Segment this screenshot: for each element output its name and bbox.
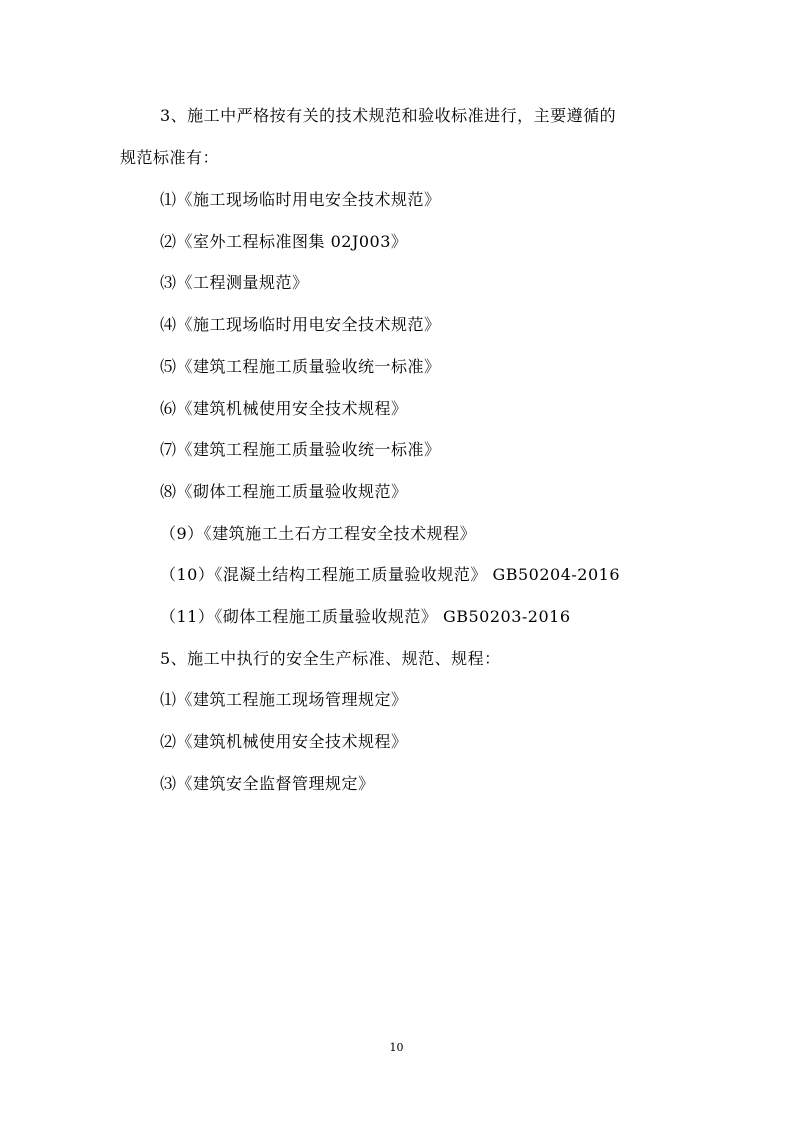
- list-item: ⑸《建筑工程施工质量验收统一标准》: [160, 357, 441, 376]
- page-number: 10: [389, 1041, 404, 1054]
- list-item: ⑹《建筑机械使用安全技术规程》: [160, 399, 408, 418]
- list-item: ⑺《建筑工程施工质量验收统一标准》: [160, 440, 441, 459]
- list-item: ⑴《施工现场临时用电安全技术规范》: [160, 190, 441, 209]
- list-item: （9）《建筑施工土石方工程安全技术规程》: [160, 524, 477, 543]
- list-item: ⑷《施工现场临时用电安全技术规范》: [160, 315, 441, 334]
- list-item: ⑶《建筑安全监督管理规定》: [160, 774, 375, 793]
- list-item: （11）《砌体工程施工质量验收规范》 GB50203-2016: [160, 607, 571, 626]
- list-item: ⑻《砌体工程施工质量验收规范》: [160, 482, 408, 501]
- list-item: ⑴《建筑工程施工现场管理规定》: [160, 690, 408, 709]
- list-item: ⑶《工程测量规范》: [160, 273, 309, 292]
- list-item: ⑵《室外工程标准图集 02J003》: [160, 232, 408, 251]
- list-item: （10）《混凝土结构工程施工质量验收规范》 GB50204-2016: [160, 565, 621, 584]
- paragraph-line: 规范标准有：: [120, 148, 220, 167]
- paragraph-line: 5、施工中执行的安全生产标准、规范、规程：: [160, 649, 501, 668]
- paragraph-line: 3、施工中严格按有关的技术规范和验收标准进行，主要遵循的: [160, 106, 617, 125]
- list-item: ⑵《建筑机械使用安全技术规程》: [160, 732, 408, 751]
